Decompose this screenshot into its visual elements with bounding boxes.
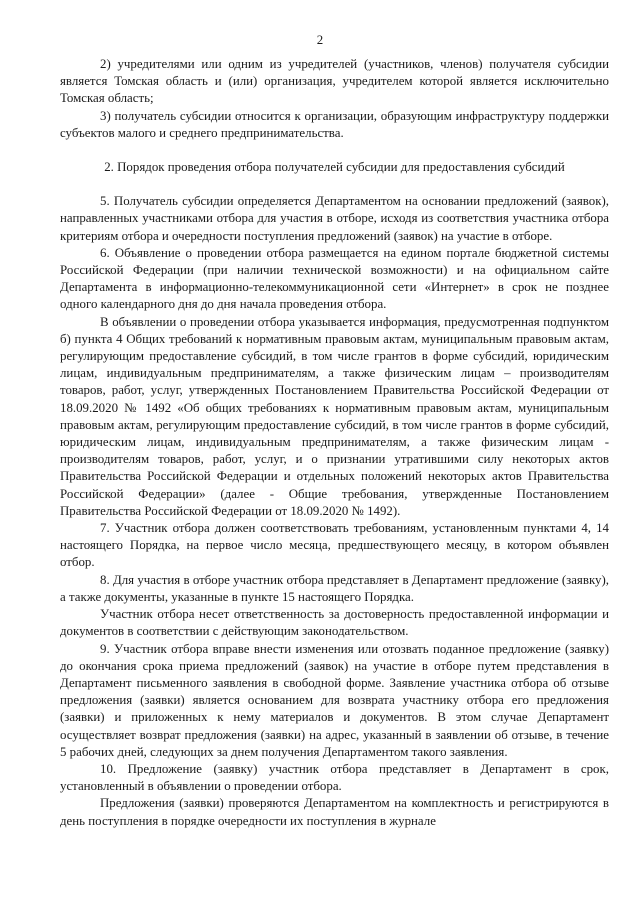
section-heading: 2. Порядок проведения отбора получателей субсидии для предоставления субсидий: [104, 160, 565, 175]
paragraph-responsibility: Участник отбора несет ответственность за достоверность предоставленной информации и документов в соответствии с действующим законодательством.: [60, 607, 609, 639]
paragraph-8: 8. Для участия в отборе участник отбора представляет в Департамент предложение (заявку), а также документы, указанные в пункте 15 настоящего Порядка.: [60, 572, 609, 604]
paragraph-5: 5. Получатель субсидии определяется Департаментом на основании предложений (заявок), направленных участниками отбора для участия в отборе, исходя из соответствия участника отбора критериям отбора и очередности поступления предложений (заявок) на участие в отборе.: [60, 194, 609, 243]
page-number: 2: [316, 33, 324, 47]
document-body: [60, 56, 609, 830]
paragraph-10: 10. Предложение (заявку) участник отбора представляет в Департамент в срок, установленный в объявлении о проведении отбора.: [60, 761, 609, 794]
paragraph-subsidy-founders: 2) учредителями или одним из учредителей (участников, членов) получателя субсидии является Томская область и (или) организация, учредителем которой является исключительно Томская область;: [60, 57, 609, 106]
paragraph-9: 9. Участник отбора вправе внести изменения или отозвать поданное предложение (заявку) до окончания срока приема предложений (заявок) на участие в отборе путем представления в Департамент письменного заявления в свободной форме. Заявление участника отбора об отзыве предложения (заявки) является основанием для возврата участнику отбора его предложения (заявки) и приложенных к нему материалов и документов. В этом случае Департамент осуществляет возврат предложения (заявки) на адрес, указанный в заявлении об отзыве, в течение 5 рабочих дней, следующих за днем получения Департаментом такого заявления.: [60, 641, 609, 759]
paragraph-announcement-info: В объявлении о проведении отбора указывается информация, предусмотренная подпунктом б) пункта 4 Общих требований к нормативным правовым актам, муниципальным правовым актам, регулирующим предоставление субсидий, в том числе грантов в форме субсидий, юридическим лицам, индивидуальным предпринимателям, а также физическим лицам – производителям товаров, работ, услуг, утвержденных Постановлением Правительства Российской Федерации от 18.09.2020 № 1492 «Об общих требованиях к нормативным правовым актам, муниципальным правовым актам, регулирующим предоставление субсидий, в том числе грантов в форме субсидий, юридическим лицам, индивидуальным предпринимателям, а также физическим лицам - производителям товаров, работ, услуг, и о признании утратившими силу некоторых актов Правительства Российской Федерации и отдельных положений некоторых актов Правительства Российской Федерации» (далее - Общие требования, утвержденные Постановлением Правительства Российской Федерации от 18.09.2020 № 1492).: [60, 314, 609, 518]
paragraph-registration: Предложения (заявки) проверяются Департаментом на комплектность и регистрируются в день поступления в порядке очередности их поступления в журнале: [60, 796, 609, 828]
paragraph-subsidy-infrastructure: 3) получатель субсидии относится к организации, образующим инфраструктуру поддержки субъектов малого и среднего предпринимательства.: [60, 108, 609, 140]
paragraph-6: 6. Объявление о проведении отбора размещается на едином портале бюджетной системы Российской Федерации (при наличии технической возможности) и на официальном сайте Департамента в информационно-телекоммуникационной сети «Интернет» в срок не позднее одного календарного дня до дня начала проведения отбора.: [60, 245, 609, 312]
paragraph-7: 7. Участник отбора должен соответствовать требованиям, установленным пунктами 4, 14 настоящего Порядка, на первое число месяца, предшествующего месяцу, в котором объявлен отбор.: [60, 521, 609, 570]
